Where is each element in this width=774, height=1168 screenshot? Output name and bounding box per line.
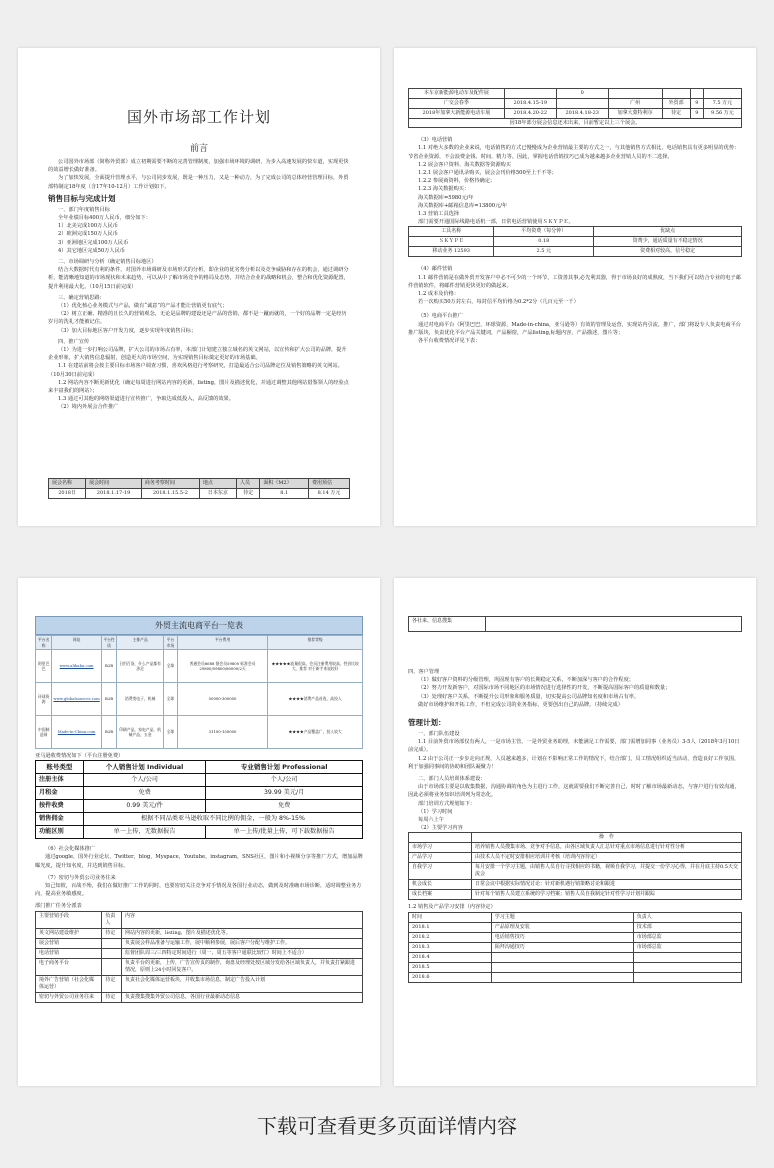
table-cell: 展会营销 <box>36 938 102 948</box>
table-cell: 待定 <box>662 109 690 119</box>
table-cell: 销售佣金 <box>36 813 84 826</box>
table-cell: 8.1 <box>260 488 309 498</box>
amazon-compare-table <box>35 760 363 839</box>
table-cell: 免费 <box>206 800 363 813</box>
table-row <box>36 716 363 749</box>
table-row <box>36 938 363 948</box>
table-cell: 2018.1.17-19 <box>86 488 142 498</box>
table-cell: 英文网站建设维护 <box>36 928 102 938</box>
table-cell: 广交会春季 <box>409 99 505 109</box>
table-cell: 产品原理及安装 <box>491 922 633 932</box>
column-header: 面积（M2） <box>260 478 309 488</box>
text-line: 海关数据库+邮箱信息库=13800元/年 <box>418 202 508 209</box>
column-header: 主推产品 <box>117 636 164 650</box>
platform-table <box>35 635 363 749</box>
text-line: （4）邮件营销 <box>418 266 453 273</box>
table-cell: 单一上传，无数据报告 <box>83 826 206 839</box>
text-line: （2）主要学习内容 <box>418 825 463 832</box>
table-cell: 待定 <box>102 975 122 992</box>
document-page-1 <box>18 48 380 526</box>
amazon-note: 亚马逊收费情况如下（平台注册免费） <box>35 753 124 759</box>
table-cell: ★★★★消费产品首选，高投入 <box>268 683 363 716</box>
table-cell: 根据不同品类亚马逊收取不同比例的佣金，一般为 8%-15% <box>83 813 362 826</box>
table-cell: 9.56 万元 <box>703 109 741 119</box>
strategy-block <box>48 294 350 335</box>
document-page-2 <box>394 48 756 526</box>
text-line: 1.1 对绝大多数的企业来说，电话销售的方式已慢慢成为企业营销最主要的方式之一，与其他销售方式相比，电话销售具有更多明显的优势：节省企业资源，不会浪费金钱、时间、精力等。因此，掌握电话营销技巧已成为越来越多企业营销人员的不二选择。 <box>408 145 740 160</box>
text-line: （2）境内外展会合作推广 <box>58 404 119 411</box>
table-row <box>409 972 742 982</box>
column-header: 平台费用 <box>177 636 267 650</box>
column-header: 费用预估 <box>309 478 350 488</box>
table-row <box>36 813 363 826</box>
column-header: 商务考察时间 <box>141 478 199 488</box>
table-cell: 广州 <box>608 99 662 109</box>
document-page-3 <box>18 578 380 1086</box>
table-cell: 2018.6 <box>409 972 492 982</box>
text-line: 一、部门队伍建设 <box>418 731 460 738</box>
table-cell: 2.5 元 <box>494 247 594 257</box>
text-line: （1）学习时间 <box>418 808 453 815</box>
table-cell: 2018.4.18-23 <box>556 109 608 119</box>
table-row <box>36 787 363 800</box>
column-header: 平均资费（每分钟） <box>494 227 594 237</box>
table-cell: 2018年加拿大新能源电动车展 <box>409 109 505 119</box>
table-cell <box>491 952 633 962</box>
table-row <box>36 928 363 938</box>
text-line: 全年业绩目标400万人民币，细分如下： <box>58 215 151 222</box>
table-cell: 外贸部 <box>662 99 690 109</box>
text-line: 为了加快发展，全面提升管理水平，与公司同步发展，既是一种压力，又是一种动力，为了完成公司的总体经营管理目标，外贸部特制定18年度（含17年10-12月）工作计划如下。 <box>48 175 349 190</box>
table-header-row <box>409 227 742 237</box>
table-header-row <box>36 911 363 928</box>
table-cell: 移动业务 12593 <box>409 247 494 257</box>
table-cell: 市场学习 <box>409 843 472 853</box>
table-cell <box>633 962 741 972</box>
text-line: 1）北美完成100万人民币 <box>58 223 118 230</box>
column-header: 负责人 <box>633 912 741 922</box>
phone-marketing-block <box>408 136 742 226</box>
text-line: 1.2.1 展会客户通讯录购买，展会会刊价格500至上千不等； <box>418 170 557 177</box>
table-cell <box>491 972 633 982</box>
table-cell <box>504 89 556 99</box>
table-cell: 每月安排一个学习主题，由销售人员自行寻找相应的书籍，视频自我学习，并提交一份学习心得，并在月底主持0.5天交流会 <box>472 863 742 880</box>
text-line: 二、市场调研与分析（确定销售目标地区） <box>58 259 157 266</box>
table-cell: 日常会议中根据实际情况讨论：针对新机遇行销策略讨论和跟进 <box>472 880 742 890</box>
table-header-row <box>409 833 742 843</box>
table-row <box>409 942 742 952</box>
table-cell: 39.99 美元/月 <box>206 787 363 800</box>
column-header: 优缺点 <box>594 227 742 237</box>
table-cell: 单一上传/批量上传，可下载数据报告 <box>206 826 363 839</box>
download-more-text: 下载可查看更多页面详情内容 <box>257 1114 517 1138</box>
table-cell <box>102 958 122 975</box>
text-line: 海关数据库=5980元/年 <box>418 194 474 201</box>
table-cell: 负责展会样品准备与运输工作，展中顺利参展，展后客户分配与维护工作。 <box>122 938 363 948</box>
expo-table-continued <box>408 88 742 119</box>
column-header: 网址 <box>52 636 101 650</box>
ecommerce-block <box>408 312 742 345</box>
promotion-block <box>48 338 350 412</box>
table-header-row <box>36 761 363 774</box>
plan-table <box>408 912 742 983</box>
table-cell: B2B <box>101 683 117 716</box>
text-line: （3）处理好客户关系，不断提升公司形象和服务质量，切实提高公司品牌知名度和市场占有率。 <box>418 693 640 700</box>
text-line: 1.2 由于公司正一步步走向正规，人员越来越多，计划在不影响正常工作的情况下，结合部门，员工情况组织适当活动，营造良好工作氛围，利于加强同事间的协助和团队凝聚力！ <box>408 755 740 770</box>
table-cell: 产品学习 <box>409 853 472 863</box>
text-line: 知己知彼，百战不殆，我们在做好推广工作的同时，也要密切关注竞争对手情况及各国行业动态，做到及时准确市场诊断，适时调整业务方向，提高业务敏感度。 <box>35 883 362 898</box>
table-cell <box>633 952 741 962</box>
text-line: 结合大数据时代有利的条件，对国外市场调研及市场形式的分析，即企业的优劣势分析以及竞争威胁和存在的机会，通过调研分析，能清晰地知道的市场现状和未来趋势，可以从中了解市场竞争的格局及态势，并结合企业的战略和机会，整合和优化资源配置，提升利用最大化。（10月15日前完成） <box>48 267 349 290</box>
table-row <box>409 962 742 972</box>
text-line: 1.3 通过可其他的网络渠道进行宣传推广，争取达成低投入，高反馈的效果。 <box>58 396 234 403</box>
page-title: 国外市场部工作计划 <box>126 108 271 126</box>
section-heading: 销售目标与完成计划 <box>48 193 116 203</box>
table-cell: 各社来、信息搜集 <box>409 617 486 632</box>
table-cell: 自我学习 <box>409 863 472 880</box>
table-cell: 日用百货，什么产品都有涉足 <box>117 650 164 683</box>
text-line: 1.2.2 参展商资料，价格待确定； <box>418 178 496 185</box>
table-cell: 负责平台的更新，上传，广告宣传页的制作，询盘及经理处按区域分发给各区域负责人，并负责打紧跟进情况，原则上24小时回复客户。 <box>122 958 363 975</box>
table-cell: 全球 <box>163 683 177 716</box>
table-cell <box>102 948 122 958</box>
text-line: 1.2 成本及价格： <box>418 291 460 298</box>
table-cell: 2018日 <box>49 488 86 498</box>
table-cell: 日本东京 <box>199 488 236 498</box>
column-header: 内容 <box>122 911 363 928</box>
table-row <box>409 237 742 247</box>
text-line: 部门需要开通国际线路电话机一部，日常电话营销使用ＳＫＹＰＥ。 <box>418 219 574 226</box>
table-cell <box>486 617 742 632</box>
table-row <box>49 488 350 498</box>
column-header: 推荐等级 <box>268 636 363 650</box>
table-row <box>36 800 363 813</box>
table-row <box>36 992 363 1002</box>
table-cell: 待定 <box>102 928 122 938</box>
table-cell: B2B <box>101 650 117 683</box>
text-line: （1）为进一步打响公司品牌，扩大公司的市场占有率，本部门计划建立独立域名的英文网站，以宣传和扩大公司的品牌，提升企业形象，扩大销售信息辐射，创造更大的市场空间，为实现销售目标奠定更好的市场基础。 <box>48 347 347 362</box>
table-cell <box>690 89 703 99</box>
table-cell: 电话营销 <box>36 948 102 958</box>
table-cell: 0.18 <box>494 237 594 247</box>
table-row <box>36 948 363 958</box>
document-page-4 <box>394 578 756 1086</box>
table-cell: 网站内容的更新，listing，图片及描述优化等。 <box>122 928 363 938</box>
text-line: （2）树立正确、精准的且长久的营销观念，无论是品牌的建设还是产品的营销，都不是一蹴而就的，一个好的品牌一定是经历岁月的洗礼才能被记住。 <box>48 311 347 326</box>
table-cell <box>556 99 608 109</box>
table-cell: 31100-150000 <box>177 716 267 749</box>
text-line: 通过对电商平台（阿里巴巴，环球资源，Made-in-china，亚马逊等）有效的管理及运营，实现站内引流，推广，部门将设专人负责电商平台推广版块，负责优化平台产品关键词，产品橱窗，产品listing,标题内容，产品描述，图片等； <box>408 321 741 336</box>
text-line: 1.1 目前外贸市场部仅有两人，一是市场主管，一是外贸业务助理，未能满足工作需要，部门需增加同事（业务员）3-5人（2018年3月10日前完成）。 <box>408 739 740 754</box>
table-cell: 培养销售人员搜集市场、竞争对手信息，由各区域负责人汇总针对重点市场信息进行针对性分析 <box>472 843 742 853</box>
table-row <box>409 843 742 853</box>
table-cell: 密切与外贸公司业务往来 <box>36 992 102 1002</box>
table-cell: 消费类电子，机械 <box>117 683 164 716</box>
text-line: 1.1 邮件营销是在做外贸开发客户中必不可少的一个环节，工资善其事,必先利其器，得于市场良好的成熟度，当下我们可以结合专业的电子邮件营销软件，将邮件营销更快更好的做起来。 <box>408 274 741 289</box>
text-line: 公司国外市场部（简称外贸部）成立初期需要不断的完善管理制度，加强市场环境的调研，为步入高速发展的快车道，实现更快的效益增长做好准备。 <box>48 159 349 174</box>
text-line: 1.2 网站内容不断更新优化（确定每周进行网站内容的更新，listing，图片及描述优化，并通过调整其他网站借鉴领人的经验点来丰富我们的网站）； <box>48 379 349 395</box>
division-table-title: 部门推广任务分派表 <box>35 903 82 910</box>
table-cell: 加拿大蒙特利尔 <box>608 109 662 119</box>
social-media-block <box>35 845 363 870</box>
table-cell <box>491 962 633 972</box>
division-table <box>35 911 363 1003</box>
table-cell <box>703 89 741 99</box>
table-cell: 市场部总监 <box>633 942 741 952</box>
text-line: （5）电商平台推广 <box>418 313 463 320</box>
column-header: 工具名称 <box>409 227 494 237</box>
table-header-row <box>49 478 350 488</box>
table-cell: 2018.4 <box>409 952 492 962</box>
table-cell: 7.5 万元 <box>703 99 741 109</box>
text-line: 每周六上午 <box>418 817 444 824</box>
text-line: 1.3 营销工具选择 <box>418 211 460 218</box>
text-line: （7）密切与外贸公司业务往来 <box>45 874 116 881</box>
column-header: 时间 <box>409 912 492 922</box>
trade-company-block <box>35 874 363 899</box>
table-cell: 2018.1 <box>409 922 492 932</box>
text-line: 三、确定营销思路： <box>58 294 105 301</box>
table-cell: 中国制造网 <box>36 716 52 749</box>
table-cell: 资费相对较高，信号稳定 <box>594 247 742 257</box>
preface-block <box>48 158 350 191</box>
column-header: 平台性质 <box>101 636 117 650</box>
column-header: 操 作 <box>472 833 742 843</box>
text-line: 若一次购买50万封左右，每封信平均价格为0.2*2分（几百元至一千） <box>418 299 579 306</box>
column-header: 人员 <box>237 478 260 488</box>
column-header: 平台市场 <box>163 636 177 650</box>
text-line: （2）努力开发新客户，对国际市场不同地区的市场情况进行选择性的开发，不断提高国际客户的质量和数量； <box>418 685 671 692</box>
table-cell: 本车京新能源电动车及配件展 <box>409 89 505 99</box>
table-row <box>409 853 742 863</box>
table-cell: 资费少，通话质量有不稳定情况 <box>594 237 742 247</box>
table-cell: 9 <box>690 109 703 119</box>
column-header: 展会名称 <box>49 478 86 488</box>
table-cell: 50000-300000 <box>177 683 267 716</box>
table-cell: 电子商务平台 <box>36 958 102 975</box>
table-cell <box>633 972 741 982</box>
table-row <box>36 975 363 992</box>
text-line: 3）亚洲地区完成100万人民币 <box>58 239 129 246</box>
table-row <box>36 650 363 683</box>
tool-table <box>408 226 742 257</box>
table-cell: 负责社会化媒体运营板块，并收集市场信息，制定广告投入计划 <box>122 975 363 992</box>
table-row <box>409 99 742 109</box>
text-line: （3）电话营销 <box>418 137 453 144</box>
text-line: 2）欧洲完成150万人民币 <box>58 231 118 238</box>
text-line: 由于市场部主要是以收集数据，沟通协调的角色为主进行工作，这就需要我们不断完善自己，时时了解市场最新动态，与客户进行有效沟通，因此必须将业务知识培训列为常态化。 <box>408 784 740 799</box>
column-header: 专业销售计划 Professional <box>206 761 363 774</box>
text-line: （6）社会化媒体推广 <box>45 846 95 853</box>
preface-heading: 前言 <box>189 144 208 154</box>
table-cell: 印刷产品，家电产品，机械产品，五金 <box>117 716 164 749</box>
table-cell: 个人/公司 <box>206 774 363 787</box>
expo-table <box>48 478 350 499</box>
column-header: 平台名称 <box>36 636 52 650</box>
table-cell: ★★★★★流量很高，会员注册费用较高，性价比较大，推荐 对于新手来说较好 <box>268 650 363 683</box>
text-line: 做好市场维护和开拓工作，不但完成公司的业务指标，更要创出自己的品牌。（持续完成） <box>418 701 623 708</box>
table-row <box>409 247 742 257</box>
table-cell: 个人/公司 <box>83 774 206 787</box>
text-line: （3）加大目标地区客户开发力度，逐步实现年度销售目标； <box>58 327 197 334</box>
table-cell: 负责搜集搜集外贸公司信息，各国行业最新动态信息 <box>122 992 363 1002</box>
table-cell: 市场部总监 <box>633 932 741 942</box>
table-row <box>409 89 742 99</box>
table-row <box>409 932 742 942</box>
training-block <box>408 775 742 832</box>
table-cell: 9 <box>690 99 703 109</box>
text-line: 1.2.3 海关数据购买： <box>418 186 470 193</box>
table-cell: 待定 <box>102 992 122 1002</box>
table-cell: www.globalsources.com <box>52 683 101 716</box>
table-row <box>409 617 742 632</box>
table-cell: 普通会员6688 银会员59800 标准会员 29800/59800/80000/2天 <box>177 650 267 683</box>
table-cell: 8.14 万元 <box>309 488 350 498</box>
table-cell: 2018.2 <box>409 932 492 942</box>
table-row <box>409 880 742 890</box>
market-research-block <box>48 258 350 291</box>
table-row <box>36 683 363 716</box>
table-cell: 0 <box>556 89 608 99</box>
table-cell: 技术部 <box>633 922 741 932</box>
table-cell: 机会成长 <box>409 880 472 890</box>
table-row <box>409 109 742 119</box>
column-header: 地点 <box>199 478 236 488</box>
text-line: 1.2 展会客户资料、海关数据等资源购买 <box>418 161 511 168</box>
table-cell: 境外广告营销（社会化媒体运营） <box>36 975 102 992</box>
column-header: 学习主题 <box>491 912 633 922</box>
table-cell: 监督团队周三/三四特定时间进行（周一、周五等客户通联比较忙）时间上不适合） <box>122 948 363 958</box>
plan-title: 1.2 销售及产品学习安排（内容待定） <box>408 904 496 911</box>
table-cell: 2018.5 <box>409 962 492 972</box>
table-cell: 免费 <box>83 787 206 800</box>
customer-management-block <box>408 676 742 709</box>
text-line: 二、部门人员培训体系建设： <box>418 776 486 783</box>
table-cell: B2B <box>101 716 117 749</box>
table-cell: 月租金 <box>36 787 84 800</box>
division-table-continued <box>408 616 742 632</box>
text-line: （1）优化核心业务模式与产品，做有“诚意”的产品才能让营销更有底气； <box>58 303 228 310</box>
column-header: 账号类型 <box>36 761 84 774</box>
management-heading: 管理计划： <box>408 718 446 728</box>
text-line: 通过google，国外行业论坛，Twitter，blog，Myspace，Youtube，instagram，SNS社区，图片和小视频分享等推广方式，增加品牌曝光度，提升知名度，并达到销售目标。 <box>35 854 363 869</box>
table-cell <box>662 89 690 99</box>
table-cell: ＳＫＹＰＥ <box>409 237 494 247</box>
table-row <box>409 952 742 962</box>
sales-target-block <box>48 206 350 255</box>
table-cell: 针对每个销售人员建立系统的学习档案；销售人员自我制定针对性学习计划并跟踪 <box>472 890 742 900</box>
study-table <box>408 832 742 900</box>
table-cell: 2018.3 <box>409 942 492 952</box>
table-cell <box>409 833 472 843</box>
table-cell: Made-in-China.com <box>52 716 101 749</box>
team-building-block <box>408 730 742 771</box>
table-cell: 待定 <box>237 488 260 498</box>
text-line: 一、部门年度销售目标 <box>58 206 110 213</box>
text-line: 四、推广宣传 <box>58 338 90 345</box>
table-cell: 环球资源 <box>36 683 52 716</box>
table-row <box>36 958 363 975</box>
expo-note: 因18年部分展会信息还未出来，目前暂定以上三个展会。 <box>408 119 742 128</box>
table-cell: 注册主体 <box>36 774 84 787</box>
table-header-row <box>409 912 742 922</box>
platform-table-title: 外贸主流电商平台一览表 <box>35 616 363 635</box>
table-cell: 电话销售技巧 <box>491 932 633 942</box>
table-row <box>36 826 363 839</box>
table-row <box>36 774 363 787</box>
table-cell <box>102 938 122 948</box>
table-cell <box>608 89 662 99</box>
column-header: 展会时间 <box>86 478 142 488</box>
table-cell: 0.99 美元/件 <box>83 800 206 813</box>
text-line: 1.1 在建站前将会按主要目标市场客户调查习惯，喜欢风格进行考察研究，打造最适合公司品牌定位及销售策略的英文网站。（10月30日前完成） <box>48 363 343 378</box>
table-cell: 2018.4.20-22 <box>504 109 556 119</box>
table-header-row <box>36 636 363 650</box>
text-line: （1）做好客户资料的分级管理，巩固现有客户的长期稳定关系，不断加深与客户的合作程度； <box>418 677 634 684</box>
text-line: 4）其它地区完成50万人民币 <box>58 247 125 254</box>
table-cell: 全球 <box>163 650 177 683</box>
table-cell: ★★★★产品覆盖广，投入较大 <box>268 716 363 749</box>
table-cell: 阿里巴巴 <box>36 650 52 683</box>
table-cell: 功能区别 <box>36 826 84 839</box>
table-cell: 陌拜沟通技巧 <box>491 942 633 952</box>
table-cell: 成长档案 <box>409 890 472 900</box>
column-header: 个人销售计划 Individual <box>83 761 206 774</box>
table-row <box>409 890 742 900</box>
column-header: 负责人 <box>102 911 122 928</box>
email-marketing-block <box>408 265 742 306</box>
table-cell: 2018.4.15-19 <box>504 99 556 109</box>
table-cell: 全球 <box>163 716 177 749</box>
table-row <box>409 863 742 880</box>
table-row <box>409 922 742 932</box>
text-line: 各平台收费情况详见下表： <box>418 338 481 345</box>
column-header: 主要营销手段 <box>36 911 102 928</box>
table-cell: 由技术人员不定时安排相应培训并考核（培训内容待定） <box>472 853 742 863</box>
table-cell: www.alibaba.com <box>52 650 101 683</box>
table-cell: 2018.1.15.5-2 <box>141 488 199 498</box>
text-line: 部门培训方式规划如下： <box>418 800 476 807</box>
table-cell: 按件收费 <box>36 800 84 813</box>
customer-heading: 四、客户管理 <box>408 669 440 675</box>
